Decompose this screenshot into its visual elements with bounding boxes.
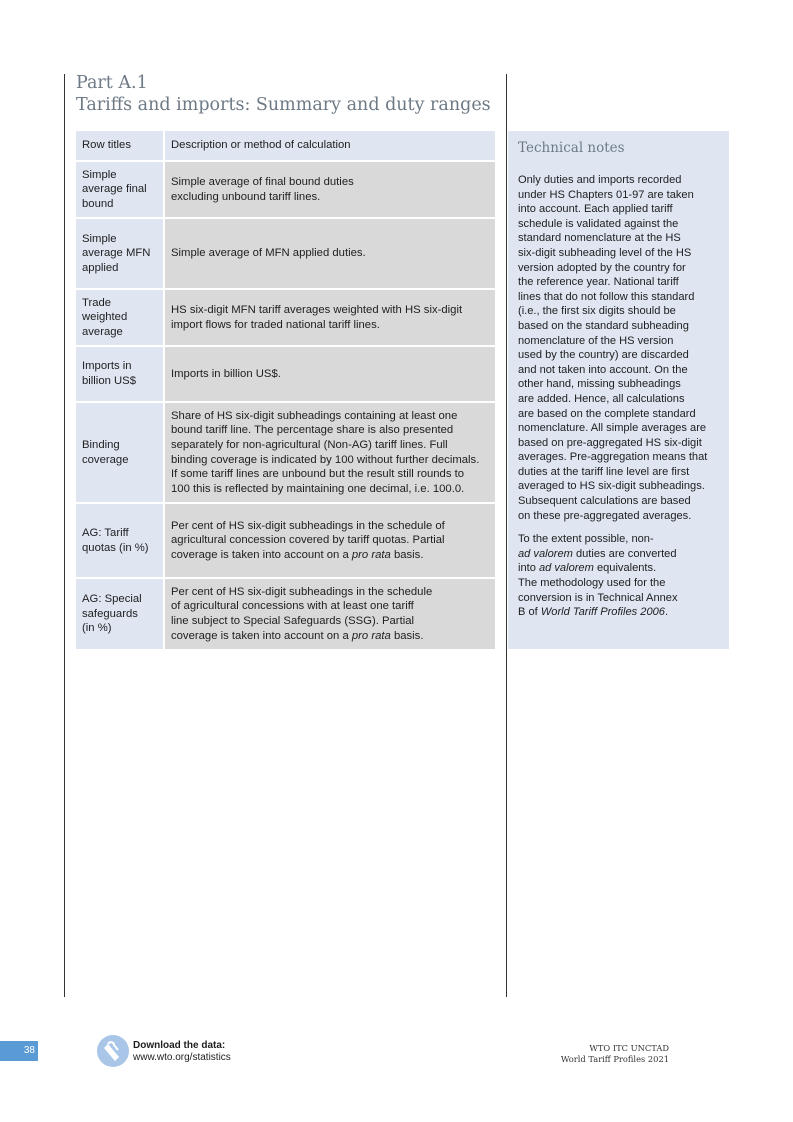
row-title-cell: [76, 217, 163, 288]
row-title-cell: [76, 577, 163, 649]
row-description-cell: [163, 160, 495, 217]
row-title-cell: [76, 345, 163, 401]
row-title-line: applied: [82, 261, 119, 274]
row-title-line: Binding: [82, 438, 120, 451]
note-line: To the extent possible, non-: [518, 533, 654, 546]
desc-line: Share of HS six-digit subheadings containing at least one: [171, 409, 458, 422]
row-title-line: Simple: [82, 168, 117, 181]
note-line: B of: [518, 606, 541, 619]
desc-line: Per cent of HS six-digit subheadings in the schedule of: [171, 519, 445, 532]
row-title-line: average: [82, 325, 123, 338]
desc-line: of agricultural concessions with at least one tariff: [171, 600, 414, 613]
row-title-line: Imports in: [82, 360, 132, 373]
note-line: The methodology used for the: [518, 577, 666, 590]
note-line: schedule is validated against the: [518, 217, 679, 230]
note-line: six-digit subheading level of the HS: [518, 246, 692, 259]
table-row-simple-average-mfn-applied: [76, 217, 495, 288]
footer-orgs: WTO ITC UNCTAD: [589, 1043, 669, 1053]
note-emphasis: ad valorem: [518, 547, 573, 560]
note-emphasis: World Tariff Profiles 2006: [540, 606, 665, 619]
note-emphasis: ad valorem: [538, 562, 594, 575]
note-line: conversion is in Technical Annex: [518, 591, 678, 604]
row-title-line: Simple: [82, 232, 117, 245]
note-line: duties at the tariff line level are first: [518, 465, 690, 478]
row-title-line: AG: Tariff: [82, 526, 129, 539]
note-line: into: [518, 562, 539, 575]
note-line: averaged to HS six-digit subheadings.: [518, 480, 705, 493]
row-title-line: coverage: [82, 453, 129, 466]
table-row-trade-weighted-average: [76, 288, 495, 345]
desc-line: HS six-digit MFN tariff averages weighted with HS six-digit: [171, 303, 463, 316]
footer-publication: [561, 1043, 669, 1065]
note-line: on these pre-aggregated averages.: [518, 509, 692, 522]
desc-line: Simple average of final bound duties: [171, 175, 354, 188]
row-title-line: quotas (in %): [82, 541, 149, 554]
technical-notes-panel: [508, 131, 729, 649]
desc-line: agricultural concession covered by tariff quotas. Partial: [171, 534, 445, 547]
left-rule: [64, 74, 65, 997]
footer-publication-title: World Tariff Profiles 2021: [560, 1054, 669, 1064]
row-description-cell: [163, 345, 495, 401]
column-header-row-titles: Row titles: [76, 131, 163, 160]
desc-line: import flows for traded national tariff lines.: [171, 318, 380, 331]
desc-line: excluding unbound tariff lines.: [171, 190, 321, 203]
download-data-icon[interactable]: [96, 1034, 130, 1068]
desc-line: separately for non-agricultural (Non-AG) tariff lines. Full: [171, 438, 448, 451]
desc-line: If some tariff lines are unbound but the result still rounds to: [171, 468, 465, 481]
row-title-cell: [76, 502, 163, 577]
section-title: Tariffs and imports: Summary and duty ranges: [76, 95, 491, 115]
row-description-cell: [163, 401, 495, 502]
page-number: 38: [0, 1041, 38, 1061]
row-title-line: average final: [82, 183, 147, 196]
definitions-table: [76, 131, 495, 649]
download-link[interactable]: www.wto.org/statistics: [133, 1052, 231, 1063]
desc-line: 100 this is reflected by maintaining one decimal, i.e. 100.0.: [171, 482, 465, 495]
note-line: nomenclature. All simple averages are: [518, 422, 707, 435]
download-data-block[interactable]: [133, 1040, 231, 1064]
right-rule: [506, 74, 507, 997]
row-title-line: billion US$: [82, 375, 137, 387]
row-title-cell: [76, 401, 163, 502]
download-label: Download the data:: [133, 1040, 226, 1051]
note-line: equivalents.: [593, 562, 657, 575]
table-row-ag-special-safeguards: [76, 577, 495, 649]
row-title-cell: [76, 288, 163, 345]
table-row-simple-average-final-bound: [76, 160, 495, 217]
note-line: other hand, missing subheadings: [518, 378, 681, 391]
note-line: used by the country) are discarded: [518, 349, 689, 362]
desc-line-post: basis.: [390, 548, 424, 561]
technical-notes-paragraph-1: [518, 173, 719, 523]
note-line: into account. Each applied tariff: [518, 203, 673, 216]
row-description-cell: [163, 288, 495, 345]
note-line: based on pre-aggregated HS six-digit: [518, 436, 702, 449]
desc-line: line subject to Special Safeguards (SSG). Partial: [171, 615, 415, 627]
note-line: (i.e., the first six digits should be: [518, 305, 676, 318]
note-line: based on the standard subheading: [518, 319, 689, 332]
page-heading: [76, 72, 506, 116]
note-line: Only duties and imports recorded: [518, 174, 682, 186]
column-header-description: Description or method of calculation: [163, 131, 495, 160]
note-line: averages. Pre-aggregation means that: [518, 451, 708, 464]
row-title-line: safeguards: [82, 607, 138, 620]
note-line: version adopted by the country for: [518, 261, 686, 274]
part-label: Part A.1: [76, 73, 148, 93]
desc-line: binding coverage is indicated by 100 without further decimals.: [171, 453, 480, 466]
note-line: .: [664, 606, 669, 619]
note-line: nomenclature of the HS version: [518, 334, 674, 347]
table-row-binding-coverage: [76, 401, 495, 502]
table-row-imports: [76, 345, 495, 401]
note-line: duties are converted: [572, 547, 677, 560]
desc-line: Per cent of HS six-digit subheadings in the schedule: [171, 585, 433, 598]
row-description-cell: [163, 502, 495, 577]
desc-line: Simple average of MFN applied duties.: [171, 247, 366, 260]
row-description-cell: [163, 577, 495, 649]
row-title-line: Trade: [82, 296, 112, 309]
note-line: lines that do not follow this standard: [518, 290, 695, 303]
table-header-row: [76, 131, 495, 160]
table-row-ag-tariff-quotas: [76, 502, 495, 577]
row-title-line: average MFN: [82, 247, 151, 260]
note-line: Subsequent calculations are based: [518, 495, 691, 508]
desc-line-emphasis: pro rata: [351, 548, 391, 561]
note-line: standard nomenclature at the HS: [518, 232, 681, 245]
row-title-line: AG: Special: [82, 593, 142, 606]
row-title-cell: [76, 160, 163, 217]
technical-notes-heading: Technical notes: [518, 140, 625, 156]
note-line: under HS Chapters 01-97 are taken: [518, 188, 694, 201]
desc-line: bound tariff line. The percentage share is also presented: [171, 424, 454, 437]
note-line: the reference year. National tariff: [518, 276, 679, 289]
desc-line: Imports in billion US$.: [171, 367, 281, 380]
note-line: are added. Hence, all calculations: [518, 392, 685, 405]
row-title-line: (in %): [82, 622, 112, 635]
row-title-line: weighted: [82, 311, 128, 324]
desc-line-pre: coverage is taken into account on a: [171, 629, 352, 642]
desc-line-pre: coverage is taken into account on a: [171, 548, 352, 561]
desc-line-post: basis.: [390, 629, 424, 642]
technical-notes-paragraph-2: [518, 532, 719, 620]
desc-line-emphasis: pro rata: [351, 629, 391, 642]
row-title-line: bound: [82, 197, 114, 210]
note-line: and not taken into account. On the: [518, 363, 688, 376]
row-description-cell: [163, 217, 495, 288]
note-line: are based on the complete standard: [518, 407, 696, 420]
